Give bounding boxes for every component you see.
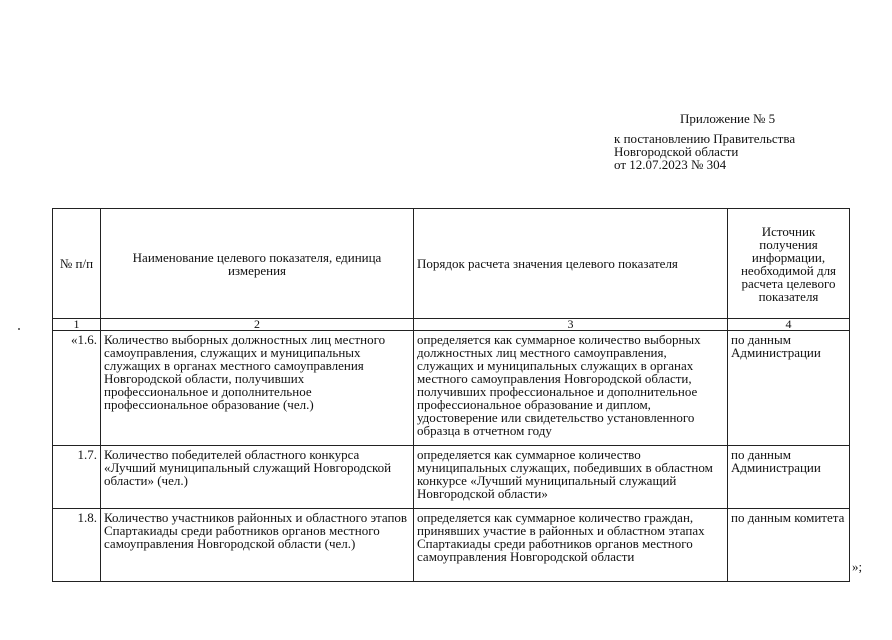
- row-number: 1.8.: [53, 509, 101, 582]
- table-row: [53, 331, 850, 446]
- table-row: [53, 509, 850, 582]
- header-indicator-name: Наименование целевого показателя, единица измерения: [101, 209, 414, 319]
- scan-artifact-dot: [18, 328, 20, 330]
- appendix-date-line: от 12.07.2023 № 304: [614, 157, 727, 172]
- column-number: 2: [101, 319, 414, 331]
- appendix-resolution-line: к постановлению Правительства: [614, 131, 796, 146]
- appendix-title: Приложение № 5: [680, 111, 776, 126]
- appendix-region-line: Новгородской области: [614, 144, 739, 159]
- row-calculation-method: определяется как суммарное количество выборных должностных лиц местного самоуправления, служащих и муниципальных служащих в органах местного самоуправления Новгородской области, получивших профессиональное и дополнительное профессиональное образование и диплом, удостоверение или свидетельство установленного образца в отчетном году: [414, 331, 728, 446]
- row-number: 1.7.: [53, 446, 101, 509]
- closing-quote-mark: »;: [852, 559, 863, 574]
- row-information-source: по данным Администрации: [728, 331, 850, 446]
- table-header-row: [53, 209, 850, 319]
- column-number: 3: [414, 319, 728, 331]
- header-calculation-method: Порядок расчета значения целевого показателя: [414, 209, 728, 319]
- row-calculation-method: определяется как суммарное количество муниципальных служащих, победивших в областном конкурсе «Лучший муниципальный служащий Новгородской области»: [414, 446, 728, 509]
- row-calculation-method: определяется как суммарное количество граждан, принявших участие в районных и областном этапах Спартакиады среди работников органов местного самоуправления Новгородской области: [414, 509, 728, 582]
- header-number: № п/п: [53, 209, 101, 319]
- row-information-source: по данным Администрации: [728, 446, 850, 509]
- row-indicator-name: Количество победителей областного конкурса «Лучший муниципальный служащий Новгородской области» (чел.): [101, 446, 414, 509]
- row-indicator-name: Количество участников районных и областного этапов Спартакиады среди работников органов местного самоуправления Новгородской области (чел.): [101, 509, 414, 582]
- row-indicator-name: Количество выборных должностных лиц местного самоуправления, служащих и муниципальных служащих в органах местного самоуправления Новгородской области, получивших профессиональное и дополнительное профессиональное образование (чел.): [101, 331, 414, 446]
- table-row: [53, 446, 850, 509]
- row-number: «1.6.: [53, 331, 101, 446]
- column-number: 1: [53, 319, 101, 331]
- column-number-row: [53, 319, 850, 331]
- header-information-source: Источник получения информации, необходимой для расчета целевого показателя: [728, 209, 850, 319]
- row-information-source: по данным комитета: [728, 509, 850, 582]
- column-number: 4: [728, 319, 850, 331]
- indicators-table: [52, 208, 850, 582]
